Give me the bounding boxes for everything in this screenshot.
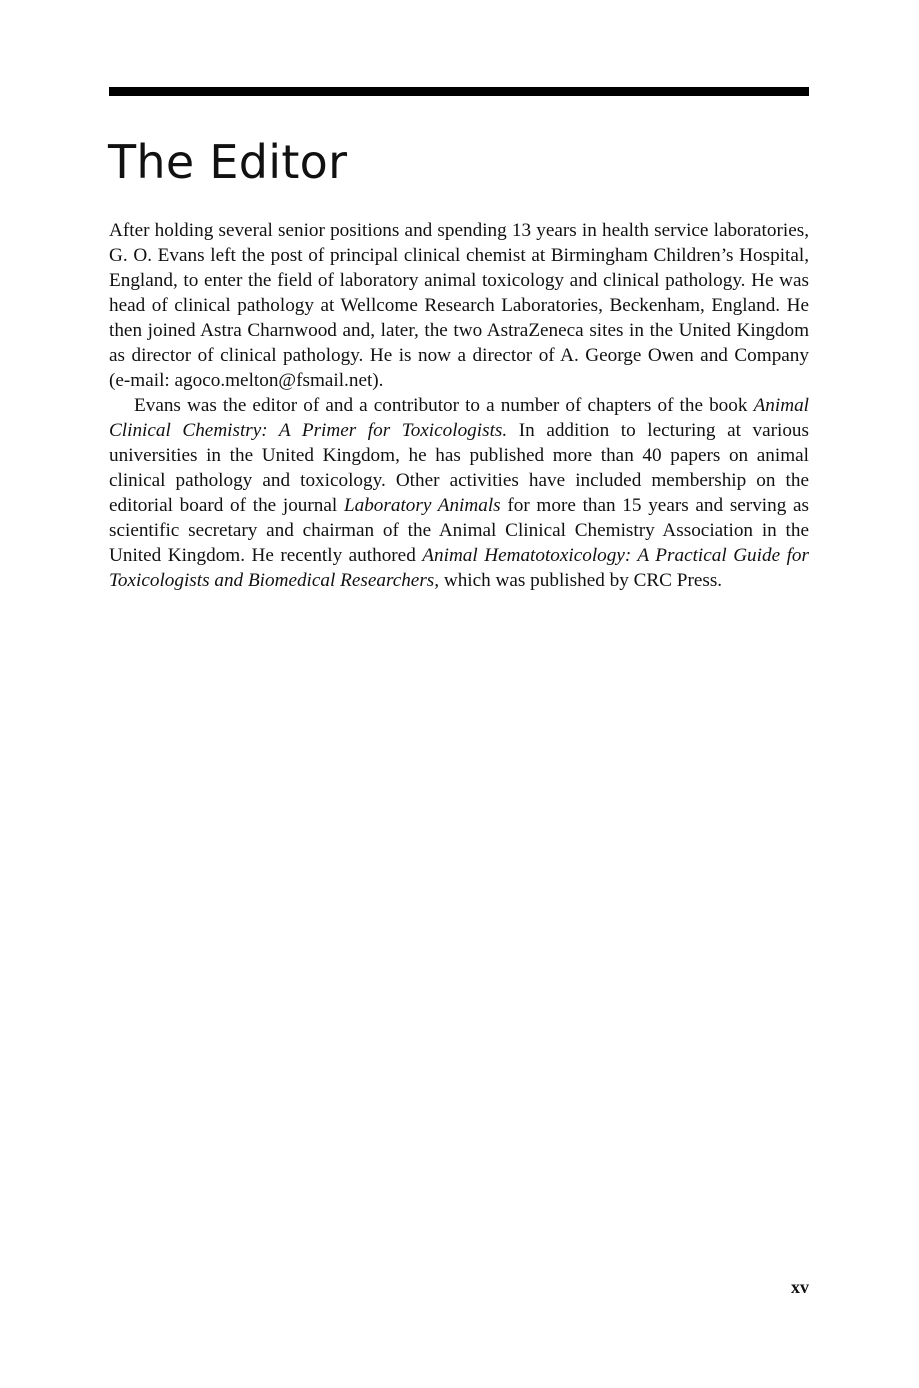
paragraph-2-text-4: which was published by CRC Press.	[439, 570, 723, 591]
paragraph-2-text-3: for more than 15 years and serving as scientific secretary and chairman of the Animal Clinical Chemistry Association in the United Kingdom. He recently authored	[109, 495, 809, 566]
paragraph-1: After holding several senior positions and spending 13 years in health service laboratories, G. O. Evans left the post of principal clinical chemist at Birmingham Children’s Hospital, England, to enter the field of laboratory animal toxicology and clinical pathology. He was head of clinical pathology at Wellcome Research Laboratories, Beckenham, England. He then joined Astra Charnwood and, later, the two AstraZeneca sites in the United Kingdom as director of clinical pathology. He is now a director of A. George Owen and Company (e-mail: agoco.melton@fsmail.net).	[109, 220, 809, 391]
journal-title-laboratory-animals: Laboratory Animals	[343, 495, 501, 516]
paragraph-2	[109, 393, 809, 593]
paragraph-2-text-2: In addition to lecturing at various universities in the United Kingdom, he has published more than 40 papers on animal clinical pathology and toxicology. Other activities have included membership on the editorial board of the journal	[109, 420, 809, 516]
book-title-animal-clinical-chemistry: Animal Clinical Chemistry: A Primer for Toxicologists.	[109, 395, 809, 441]
body-text	[109, 218, 809, 593]
top-rule	[109, 87, 809, 96]
page-number: xv	[791, 1277, 809, 1297]
paragraph-2-text-1: Evans was the editor of and a contributor to a number of chapters of the book	[134, 395, 754, 416]
page-title: The Editor	[108, 135, 348, 189]
book-title-animal-hematotoxicology: Animal Hematotoxicology: A Practical Guide for Toxicologists and Biomedical Researchers,	[109, 545, 809, 591]
